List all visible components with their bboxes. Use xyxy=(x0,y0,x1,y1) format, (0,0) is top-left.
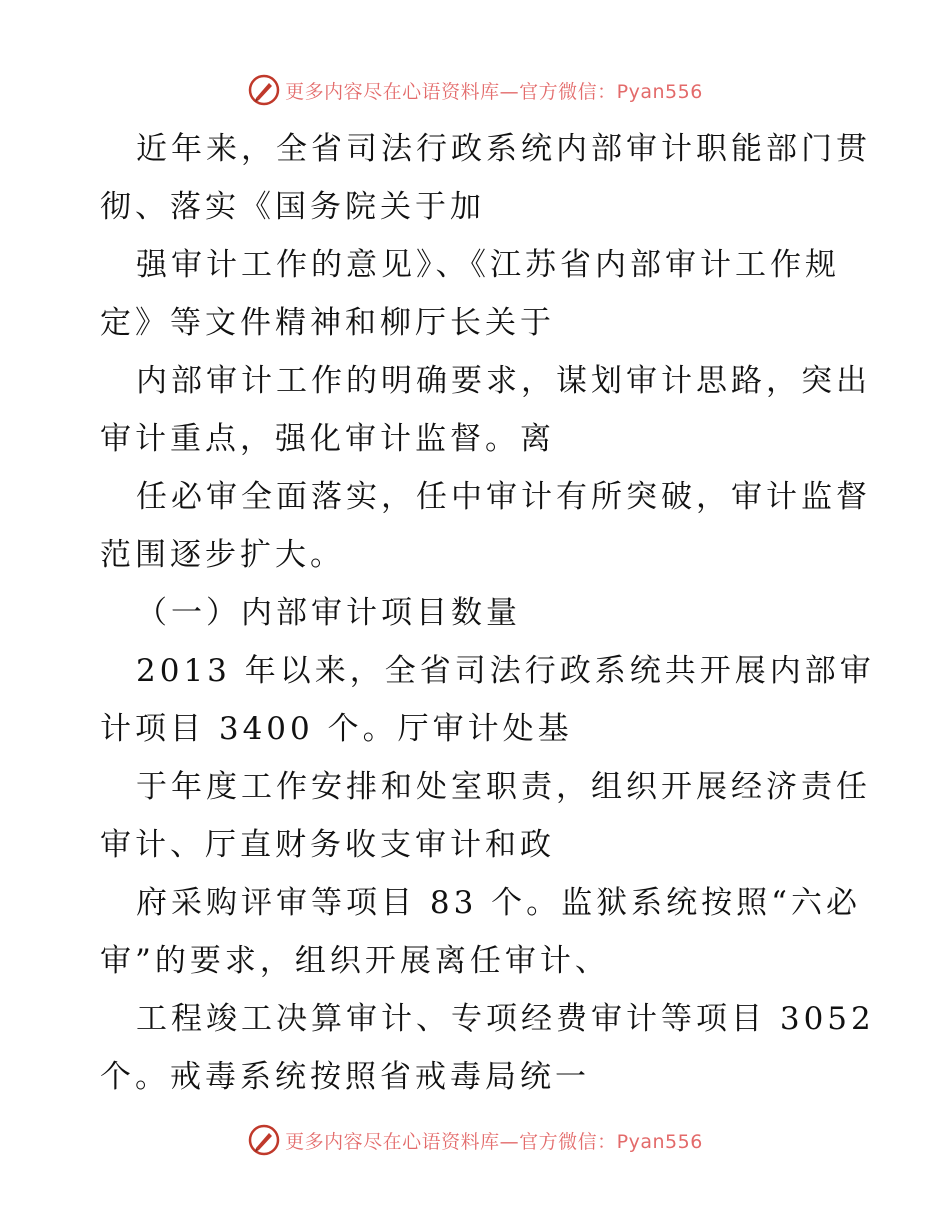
section-heading: （一）内部审计项目数量 xyxy=(136,595,521,631)
watermark-banner-bottom xyxy=(0,1120,950,1160)
paragraph-line: 定》等文件精神和柳厅长关于 xyxy=(100,305,555,341)
document-body xyxy=(100,120,875,1106)
paragraph-line: 内部审计工作的明确要求，谋划审计思路，突出 xyxy=(136,363,871,399)
paragraph-line: 彻、落实《国务院关于加 xyxy=(100,189,485,225)
paragraph-line: 个。戒毒系统按照省戒毒局统一 xyxy=(100,1059,590,1095)
paragraph-line: 强审计工作的意见》、《江苏省内部审计工作规 xyxy=(136,247,840,283)
paragraph-line: 府采购评审等项目 83 个。监狱系统按照“六必 xyxy=(136,885,862,921)
paragraph-line: 审”的要求，组织开展离任审计、 xyxy=(100,943,610,979)
paragraph-line: 于年度工作安排和处室职责，组织开展经济责任 xyxy=(136,769,871,805)
watermark-text: 更多内容尽在心语资料库—官方微信：Pyan556 xyxy=(285,1130,703,1153)
paragraph-line: 审计重点，强化审计监督。离 xyxy=(100,421,555,457)
watermark-banner-top xyxy=(0,70,950,110)
paragraph-line: 范围逐步扩大。 xyxy=(100,537,345,573)
paragraph-line: 近年来，全省司法行政系统内部审计职能部门贯 xyxy=(136,131,871,167)
paragraph-line: 工程竣工决算审计、专项经费审计等项目 3052 xyxy=(136,1001,875,1037)
paragraph-line: 审计、厅直财务收支审计和政 xyxy=(100,827,555,863)
pen-logo-icon xyxy=(247,1123,281,1157)
pen-logo-icon xyxy=(247,73,281,107)
paragraph-line: 2013 年以来，全省司法行政系统共开展内部审 xyxy=(136,653,875,689)
paragraph-line: 计项目 3400 个。厅审计处基 xyxy=(100,711,573,747)
paragraph-line: 任必审全面落实，任中审计有所突破，审计监督 xyxy=(136,479,871,515)
watermark-text: 更多内容尽在心语资料库—官方微信：Pyan556 xyxy=(285,80,703,103)
